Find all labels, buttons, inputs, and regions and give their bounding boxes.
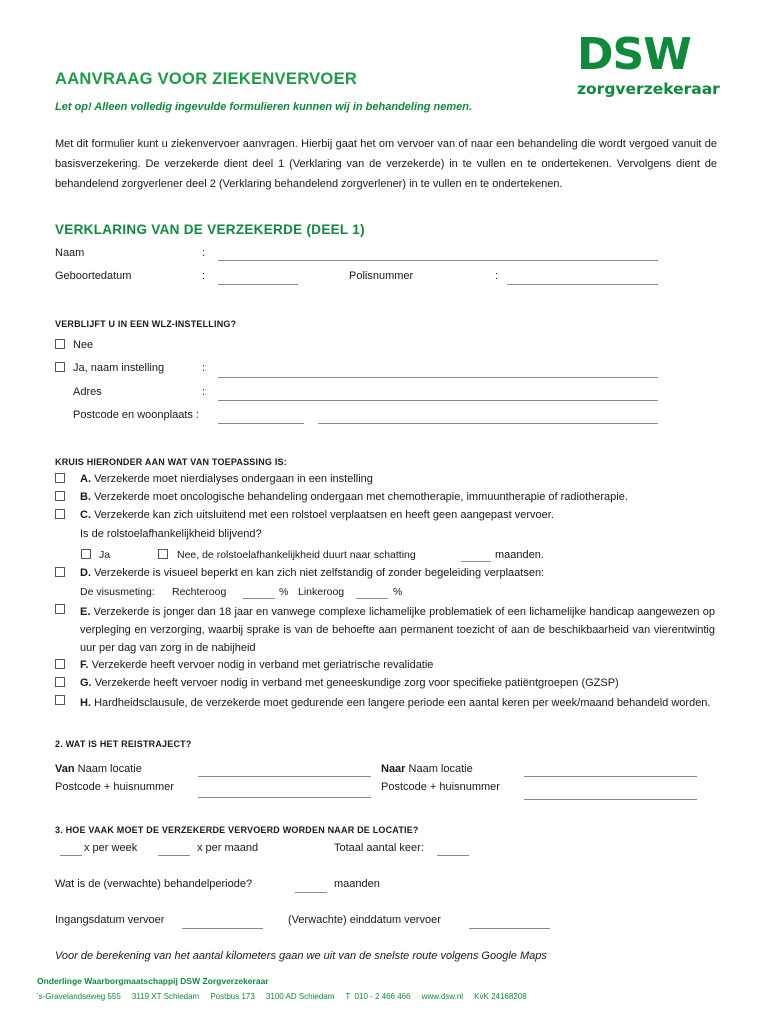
criterion-c-checkbox[interactable] xyxy=(55,509,65,519)
van-label: Van xyxy=(55,763,75,775)
rechteroog-label: Rechteroog xyxy=(172,586,227,598)
naam-label: Naam xyxy=(55,247,85,259)
criterion-b-checkbox[interactable] xyxy=(55,491,65,501)
criterion-g-letter: G. xyxy=(80,677,92,689)
naam-colon: : xyxy=(202,247,206,259)
criterion-b-text: Verzekerde moet oncologische behandeling ondergaan met chemotherapie, immuuntherapie of radiotherapie. xyxy=(94,491,628,503)
rolstoel-ja-checkbox[interactable] xyxy=(81,549,91,559)
linkeroog-label: Linkeroog xyxy=(298,586,345,598)
adres-label: Adres xyxy=(73,386,102,398)
criterion-b xyxy=(80,490,628,504)
criterion-e-checkbox[interactable] xyxy=(55,604,65,614)
section1-title: VERKLARING VAN DE VERZEKERDE (DEEL 1) xyxy=(55,222,365,237)
criterion-d-letter: D. xyxy=(80,567,91,579)
behandelperiode-field[interactable] xyxy=(295,892,327,893)
wlz-ja-checkbox[interactable] xyxy=(55,362,65,372)
per-maand-label: x per maand xyxy=(197,842,259,854)
postcode-woonplaats-label: Postcode en woonplaats : xyxy=(73,409,199,421)
form-title: AANVRAAG VOOR ZIEKENVERVOER xyxy=(55,70,358,88)
criterion-e-text: Verzekerde is jonger dan 18 jaar en vanwege complexe lichamelijke problematiek of een lichamelijke handicap aangewezen op verpleging en verzorging, waarbij sprake is van de behoefte aan permanent toezicht of aan de beschikbaarheid van vierentwintig uur per dag van zorg in de nabijheid xyxy=(80,606,715,654)
rolstoel-ja-label: Ja xyxy=(99,549,111,561)
geboortedatum-label: Geboortedatum xyxy=(55,270,132,282)
van-postcode-label: Postcode + huisnummer xyxy=(55,781,174,793)
criterion-a-checkbox[interactable] xyxy=(55,473,65,483)
criterion-h-letter: H. xyxy=(80,697,91,709)
instelling-postcode-field[interactable] xyxy=(218,423,304,424)
per-week-field[interactable] xyxy=(60,855,82,856)
totaal-field[interactable] xyxy=(437,855,469,856)
linkeroog-pct: % xyxy=(393,586,403,598)
van-naam-label xyxy=(55,762,142,776)
footer-company: Onderlinge Waarborgmaatschappij DSW Zorgverzekeraar xyxy=(37,976,269,986)
criterion-g-text: Verzekerde heeft vervoer nodig in verband met geneeskundige zorg voor specifieke patiëntgroepen (GZSP) xyxy=(94,677,619,689)
geboortedatum-colon: : xyxy=(202,270,206,282)
behandelperiode-maanden-label: maanden xyxy=(334,878,380,890)
rechteroog-field[interactable] xyxy=(243,598,275,599)
criterion-c-text: Verzekerde kan zich uitsluitend met een rolstoel verplaatsen en heeft geen aangepast vervoer. xyxy=(94,509,554,521)
polisnummer-label: Polisnummer xyxy=(349,270,414,282)
polisnummer-field[interactable] xyxy=(507,284,658,285)
adres-field[interactable] xyxy=(218,400,658,401)
wlz-ja-colon: : xyxy=(202,362,206,374)
criterion-h-text: Hardheidsclausule, de verzekerde moet gedurende een langere periode een aantal keren per week/maand behandeld worden. xyxy=(94,697,711,709)
rolstoel-nee-checkbox[interactable] xyxy=(158,549,168,559)
criterion-e-letter: E. xyxy=(80,606,91,618)
naar-naam-label xyxy=(381,762,473,776)
rolstoel-nee-label: Nee, de rolstoelafhankelijkheid duurt naar schatting xyxy=(177,549,416,561)
criterion-a xyxy=(80,472,373,486)
rechteroog-pct: % xyxy=(279,586,289,598)
naar-naam-locatie-label: Naam locatie xyxy=(408,763,473,775)
van-naam-locatie-field[interactable] xyxy=(198,776,371,777)
frequentie-title: 3. HOE VAAK MOET DE VERZEKERDE VERVOERD WORDEN NAAR DE LOCATIE? xyxy=(55,825,419,835)
ingangsdatum-label: Ingangsdatum vervoer xyxy=(55,914,165,926)
adres-colon: : xyxy=(202,386,206,398)
criterion-d-checkbox[interactable] xyxy=(55,567,65,577)
per-maand-field[interactable] xyxy=(158,855,190,856)
rolstoel-maanden-label: maanden. xyxy=(495,549,544,561)
totaal-label: Totaal aantal keer: xyxy=(334,842,424,854)
criterion-e xyxy=(80,603,715,657)
naam-field[interactable] xyxy=(218,260,658,261)
criterion-c-letter: C. xyxy=(80,509,91,521)
criterion-d-text: Verzekerde is visueel beperkt en kan zich niet zelfstandig of zonder begeleiding verplaatsen: xyxy=(94,567,545,579)
per-week-label: x per week xyxy=(84,842,138,854)
criterion-f-checkbox[interactable] xyxy=(55,659,65,669)
criterion-d xyxy=(80,566,544,580)
instelling-naam-field[interactable] xyxy=(218,377,658,378)
criterion-h xyxy=(80,694,715,712)
behandelperiode-label: Wat is de (verwachte) behandelperiode? xyxy=(55,878,253,890)
criterion-f-letter: F. xyxy=(80,659,89,671)
naar-postcode-label: Postcode + huisnummer xyxy=(381,781,500,793)
naar-naam-locatie-field[interactable] xyxy=(524,776,697,777)
naar-postcode-field[interactable] xyxy=(524,799,697,800)
criterion-a-text: Verzekerde moet nierdialyses ondergaan in een instelling xyxy=(94,473,373,485)
dsw-logo-subtitle: zorgverzekeraar xyxy=(577,80,720,98)
wlz-nee-checkbox[interactable] xyxy=(55,339,65,349)
criteria-question: KRUIS HIERONDER AAN WAT VAN TOEPASSING IS: xyxy=(55,457,287,467)
rolstoel-maanden-field[interactable] xyxy=(461,561,491,562)
polisnummer-colon: : xyxy=(495,270,499,282)
geboortedatum-field[interactable] xyxy=(218,284,298,285)
criterion-b-letter: B. xyxy=(80,491,91,503)
van-naam-locatie-label: Naam locatie xyxy=(77,763,142,775)
criterion-f-text: Verzekerde heeft vervoer nodig in verband met geriatrische revalidatie xyxy=(91,659,434,671)
kilometer-note: Voor de berekening van het aantal kilometers gaan we uit van de snelste route volgens Google Maps xyxy=(55,950,547,962)
einddatum-label: (Verwachte) einddatum vervoer xyxy=(288,914,441,926)
criterion-f xyxy=(80,658,433,672)
criterion-c-subquestion: Is de rolstoelafhankelijkheid blijvend? xyxy=(80,528,262,540)
criterion-g xyxy=(80,676,619,690)
linkeroog-field[interactable] xyxy=(356,598,388,599)
traject-title: 2. WAT IS HET REISTRAJECT? xyxy=(55,739,192,749)
criterion-h-checkbox[interactable] xyxy=(55,695,65,705)
criterion-g-checkbox[interactable] xyxy=(55,677,65,687)
einddatum-field[interactable] xyxy=(469,928,550,929)
naar-label: Naar xyxy=(381,763,406,775)
van-postcode-field[interactable] xyxy=(198,797,371,798)
footer-address: 's-Gravelandseweg 555 3119 XT Schiedam Postbus 173 3100 AD Schiedam T 010 - 2 466 466 www.dsw.nl KvK 24168208 xyxy=(37,992,527,1001)
criterion-c xyxy=(80,508,554,522)
intro-paragraph: Met dit formulier kunt u ziekenvervoer aanvragen. Hierbij gaat het om vervoer van of naar een behandeling die wordt vergoed vanuit de basisverzekering. De verzekerde dient deel 1 (Verklaring van de verzekerde) in te vullen en te ondertekenen. Vervolgens dient de behandelend zorgverlener deel 2 (Verklaring behandelend zorgverlener) in te vullen en te ondertekenen. xyxy=(55,138,717,190)
criterion-a-letter: A. xyxy=(80,473,91,485)
ingangsdatum-field[interactable] xyxy=(182,928,263,929)
visusmeting-label: De visusmeting: xyxy=(80,586,155,598)
wlz-question: VERBLIJFT U IN EEN WLZ-INSTELLING? xyxy=(55,319,237,329)
wlz-nee-label: Nee xyxy=(73,339,94,351)
dsw-logo: DSW xyxy=(577,29,691,80)
warning-text: Let op! Alleen volledig ingevulde formulieren kunnen wij in behandeling nemen. xyxy=(55,101,473,113)
instelling-woonplaats-field[interactable] xyxy=(318,423,658,424)
wlz-ja-label: Ja, naam instelling xyxy=(73,362,165,374)
